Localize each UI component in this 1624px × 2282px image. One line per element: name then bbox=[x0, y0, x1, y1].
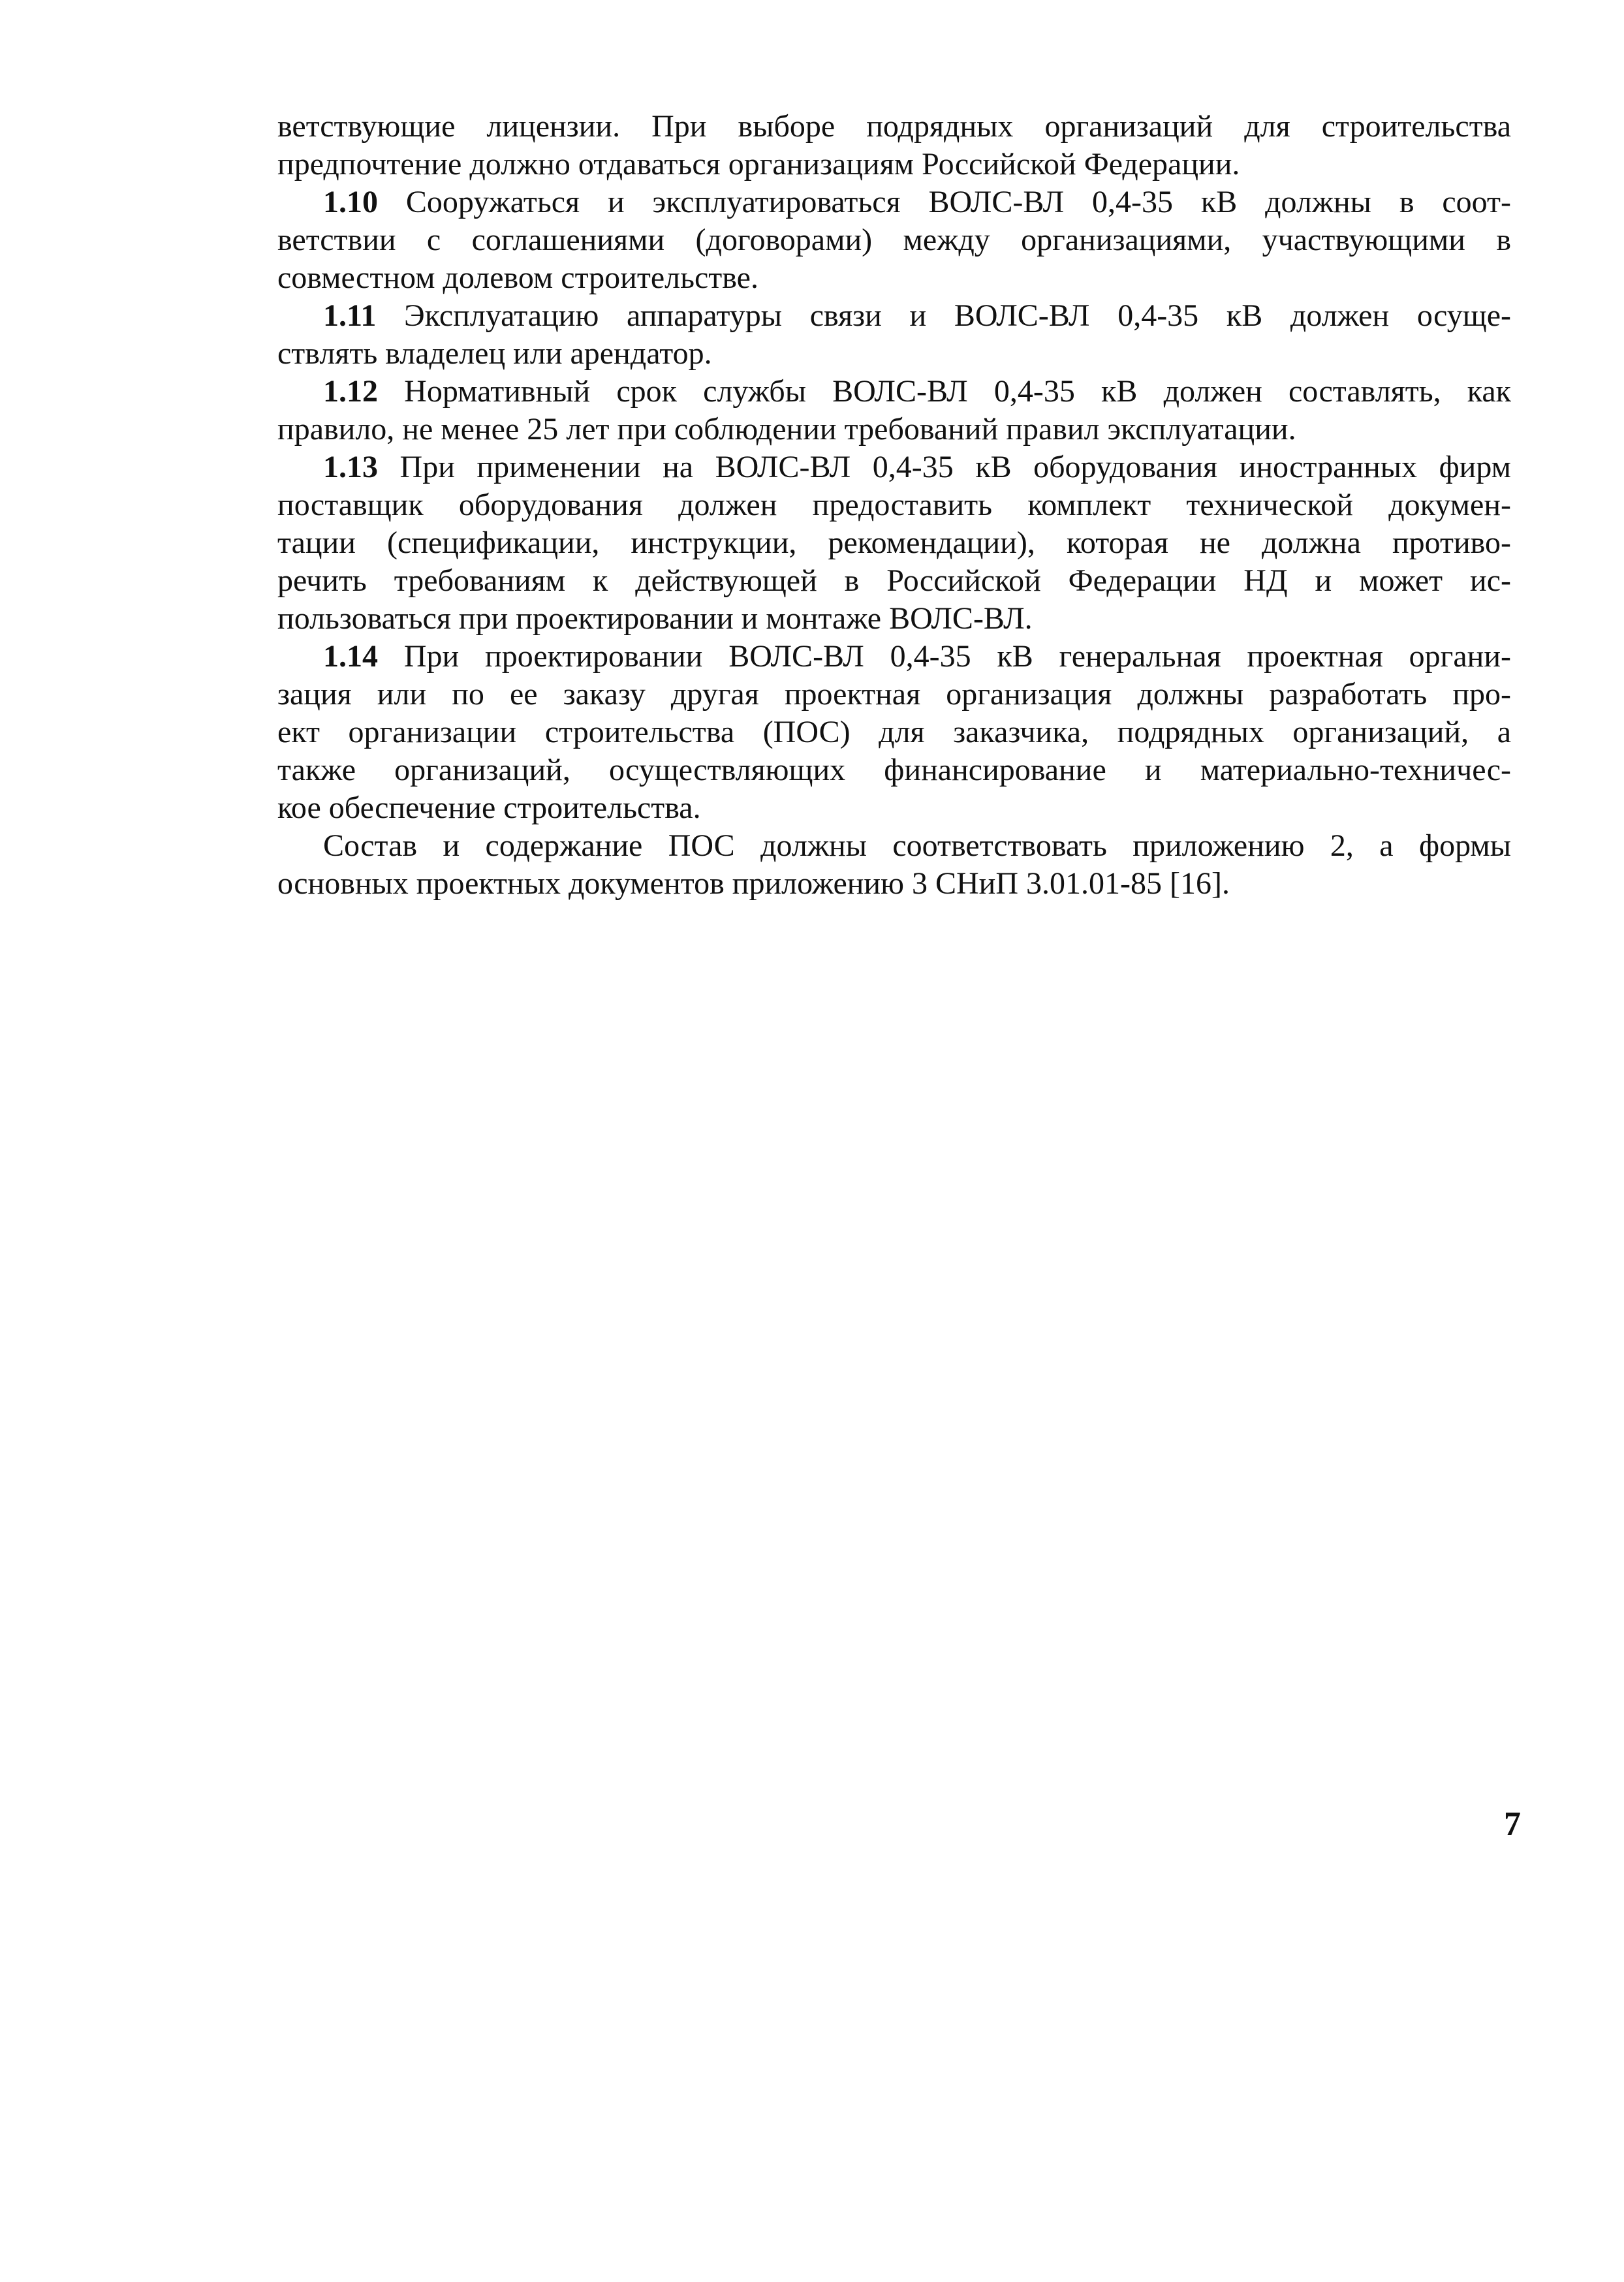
text-line bbox=[277, 221, 1511, 259]
line-text: поставщик оборудования должен предоставить комплект технической докумен- bbox=[277, 488, 1511, 522]
line-text: Сооружаться и эксплуатироваться ВОЛС-ВЛ 0,4-35 кВ должны в соот- bbox=[378, 185, 1511, 219]
text-line bbox=[277, 335, 1511, 373]
text-line bbox=[277, 373, 1511, 411]
text-line bbox=[277, 183, 1511, 221]
text-line bbox=[277, 676, 1511, 713]
text-line bbox=[277, 297, 1511, 335]
line-text: кое обеспечение строительства. bbox=[277, 790, 701, 825]
line-text: Эксплуатацию аппаратуры связи и ВОЛС-ВЛ 0,4-35 кВ должен осуще- bbox=[376, 298, 1511, 333]
text-line bbox=[277, 713, 1511, 751]
body-text bbox=[277, 108, 1511, 903]
line-text: речить требованиям к действующей в Российской Федерации НД и может ис- bbox=[277, 563, 1511, 598]
page-number: 7 bbox=[1504, 1805, 1521, 1843]
line-text: ветствии с соглашениями (договорами) между организациями, участвующими в bbox=[277, 223, 1511, 257]
text-line bbox=[277, 411, 1511, 448]
line-text: Нормативный срок службы ВОЛС-ВЛ 0,4-35 кВ должен составлять, как bbox=[378, 374, 1511, 409]
text-line bbox=[277, 827, 1511, 865]
line-text: предпочтение должно отдаваться организациям Российской Федерации. bbox=[277, 147, 1240, 181]
line-text: тации (спецификации, инструкции, рекомендации), которая не должна противо- bbox=[277, 525, 1511, 560]
line-text: Состав и содержание ПОС должны соответствовать приложению 2, а формы bbox=[323, 828, 1511, 863]
line-text: зация или по ее заказу другая проектная организация должны разработать про- bbox=[277, 677, 1511, 711]
line-text: пользоваться при проектировании и монтаже ВОЛС-ВЛ. bbox=[277, 601, 1033, 636]
text-line bbox=[277, 865, 1511, 903]
clause-number: 1.12 bbox=[323, 374, 378, 409]
text-line bbox=[277, 562, 1511, 600]
clause-number: 1.11 bbox=[323, 298, 377, 333]
line-text: также организаций, осуществляющих финансирование и материально-техничес- bbox=[277, 753, 1511, 787]
text-line bbox=[277, 259, 1511, 297]
text-line bbox=[277, 486, 1511, 524]
text-line bbox=[277, 108, 1511, 146]
line-text: совместном долевом строительстве. bbox=[277, 260, 758, 295]
clause-number: 1.10 bbox=[323, 185, 378, 219]
line-text: правило, не менее 25 лет при соблюдении требований правил эксплуатации. bbox=[277, 412, 1296, 446]
line-text: ствлять владелец или арендатор. bbox=[277, 336, 712, 371]
text-line bbox=[277, 751, 1511, 789]
text-line bbox=[277, 146, 1511, 183]
line-text: При применении на ВОЛС-ВЛ 0,4-35 кВ оборудования иностранных фирм bbox=[378, 450, 1511, 484]
line-text: ветствующие лицензии. При выборе подрядных организаций для строительства bbox=[277, 109, 1511, 144]
line-text: При проектировании ВОЛС-ВЛ 0,4-35 кВ генеральная проектная органи- bbox=[378, 639, 1511, 674]
text-line bbox=[277, 789, 1511, 827]
clause-number: 1.13 bbox=[323, 450, 378, 484]
line-text: ект организации строительства (ПОС) для заказчика, подрядных организаций, а bbox=[277, 715, 1511, 749]
line-text: основных проектных документов приложению 3 СНиП 3.01.01-85 [16]. bbox=[277, 866, 1230, 901]
text-line bbox=[277, 448, 1511, 486]
text-line bbox=[277, 600, 1511, 638]
text-line bbox=[277, 524, 1511, 562]
clause-number: 1.14 bbox=[323, 639, 378, 674]
text-line bbox=[277, 638, 1511, 676]
